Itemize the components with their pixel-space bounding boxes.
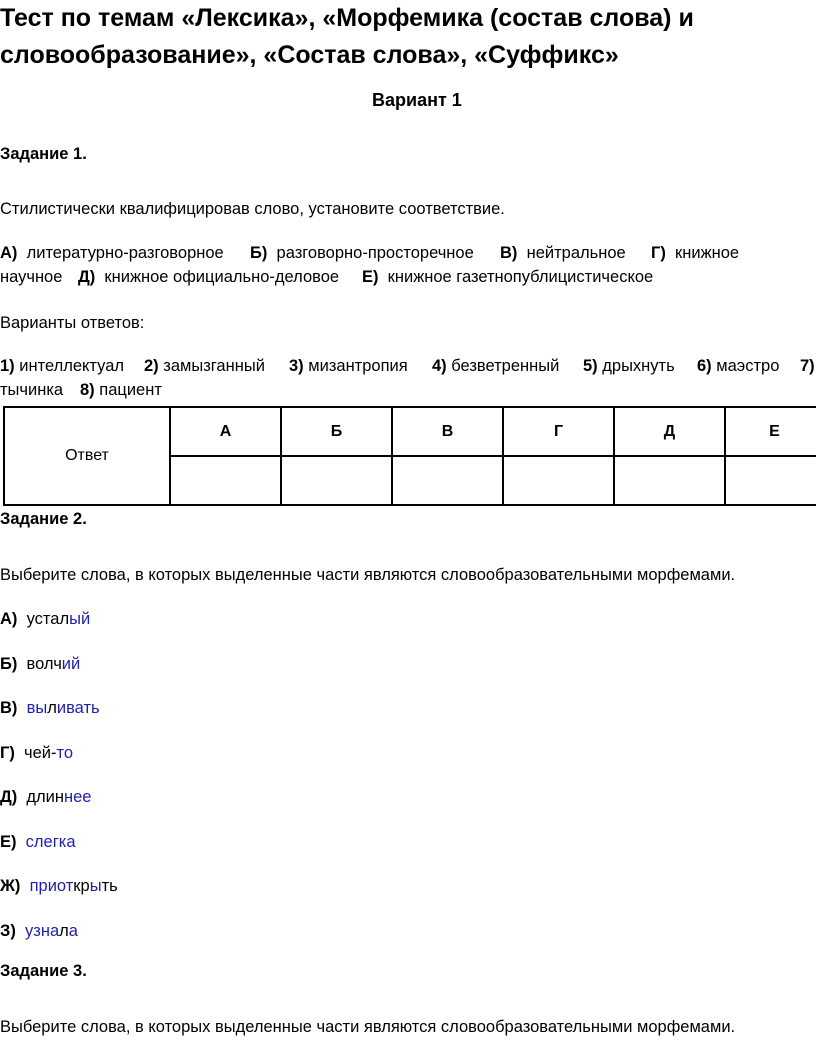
highlighted-morpheme: нее — [64, 788, 92, 806]
page-title-line-2: словообразование», «Состав слова», «Суффикс» — [0, 41, 619, 69]
item-letter: Г) — [0, 743, 15, 762]
highlighted-morpheme: ка — [58, 832, 76, 851]
answer-row-label: Ответ — [4, 407, 170, 505]
answer-cell[interactable] — [170, 456, 281, 505]
task2-instruction: Выберите слова, в которых выделенные части являются словообразовательными морфемами. — [0, 566, 736, 584]
task2-heading: Задание 2. — [0, 510, 87, 528]
option-text: разговорно-просторечное — [276, 244, 474, 262]
task3-heading: Задание 3. — [0, 962, 87, 980]
highlighted-morpheme: то — [56, 743, 74, 762]
option-letter: Д) — [78, 268, 96, 286]
task1-options-line-1d — [651, 244, 739, 263]
variant-heading: Вариант 1 — [372, 90, 462, 110]
option-letter: Б) — [250, 244, 268, 262]
item-letter: З) — [0, 921, 16, 940]
answer-cell[interactable] — [503, 456, 614, 505]
task2-item — [0, 699, 100, 718]
item-letter: В) — [0, 699, 18, 717]
column-header: Е — [725, 407, 816, 456]
highlighted-morpheme: узна — [25, 921, 60, 940]
highlighted-morpheme: ивать — [56, 699, 100, 717]
task2-item — [0, 610, 90, 629]
option-letter: Г) — [651, 244, 666, 262]
task2-item — [0, 744, 73, 763]
highlighted-morpheme: а — [68, 921, 78, 940]
word-part: устал — [26, 610, 70, 628]
option-text: книжное — [675, 244, 740, 262]
highlighted-morpheme: слег — [25, 832, 59, 851]
highlighted-morpheme: ый — [69, 610, 91, 628]
column-header: Д — [614, 407, 725, 456]
option-text: нейтральное — [526, 244, 626, 262]
answers-label: Варианты ответов: — [0, 314, 145, 332]
option-letter: А) — [0, 244, 18, 262]
task1-options-line-1c — [500, 244, 626, 263]
item-letter: А) — [0, 610, 18, 628]
highlighted-morpheme: приот — [29, 877, 74, 895]
answer-cell[interactable] — [281, 456, 392, 505]
task1-heading: Задание 1. — [0, 145, 87, 163]
word-part: волч — [26, 654, 62, 673]
word-part: кр — [73, 877, 90, 895]
option-text: книжное официально-деловое — [104, 268, 340, 286]
answer-2: 2) замызганный — [144, 357, 265, 375]
item-letter: Ж) — [0, 877, 21, 895]
word-part: л — [47, 699, 57, 717]
word-part: ть — [101, 877, 118, 895]
item-letter: Б) — [0, 654, 18, 673]
task1-instruction: Стилистически квалифицировав слово, установите соответствие. — [0, 200, 505, 218]
highlighted-morpheme: ы — [89, 877, 102, 895]
answer-4: 4) безветренный — [432, 357, 560, 375]
task2-item — [0, 877, 118, 896]
answer-6: 6) маэстро — [697, 357, 780, 375]
option-letter: Е) — [362, 268, 379, 286]
answer-cell[interactable] — [392, 456, 503, 505]
answer-table — [3, 406, 816, 506]
task2-item — [0, 788, 91, 807]
word-part: чей- — [24, 743, 57, 762]
option-text: книжное газетнопублицистическое — [387, 268, 654, 286]
task1-options-line-2b — [78, 268, 339, 287]
column-header: Б — [281, 407, 392, 456]
highlighted-morpheme: вы — [26, 699, 48, 717]
column-header: Г — [503, 407, 614, 456]
task1-options-line-1 — [0, 244, 224, 263]
answer-8: 8) пациент — [80, 381, 162, 399]
task1-options-line-2c — [362, 268, 653, 287]
word-part: л — [59, 921, 69, 940]
answer-1: 1) интеллектуал — [0, 357, 125, 375]
column-header: А — [170, 407, 281, 456]
task1-options-line-1b — [250, 244, 474, 263]
answer-cell[interactable] — [725, 456, 816, 505]
answer-5: 5) дрыхнуть — [583, 357, 675, 375]
task1-options-line-2a: научное — [0, 268, 63, 286]
option-letter: В) — [500, 244, 518, 262]
answer-cell[interactable] — [614, 456, 725, 505]
page-title-line-1: Тест по темам «Лексика», «Морфемика (состав слова) и — [0, 4, 694, 32]
task2-item — [0, 655, 80, 674]
task3-instruction: Выберите слова, в которых выделенные части являются словообразовательными морфемами. — [0, 1018, 736, 1036]
answer-7-word: тычинка — [0, 381, 64, 399]
item-letter: Д) — [0, 788, 18, 806]
column-header: В — [392, 407, 503, 456]
option-text: литературно-разговорное — [26, 244, 224, 262]
highlighted-morpheme: ий — [61, 654, 81, 673]
answer-7-num: 7) — [800, 357, 815, 375]
task2-item — [0, 833, 76, 852]
word-part: длин — [26, 788, 65, 806]
answer-3: 3) мизантропия — [289, 357, 408, 375]
task2-item — [0, 922, 78, 941]
item-letter: Е) — [0, 832, 17, 851]
